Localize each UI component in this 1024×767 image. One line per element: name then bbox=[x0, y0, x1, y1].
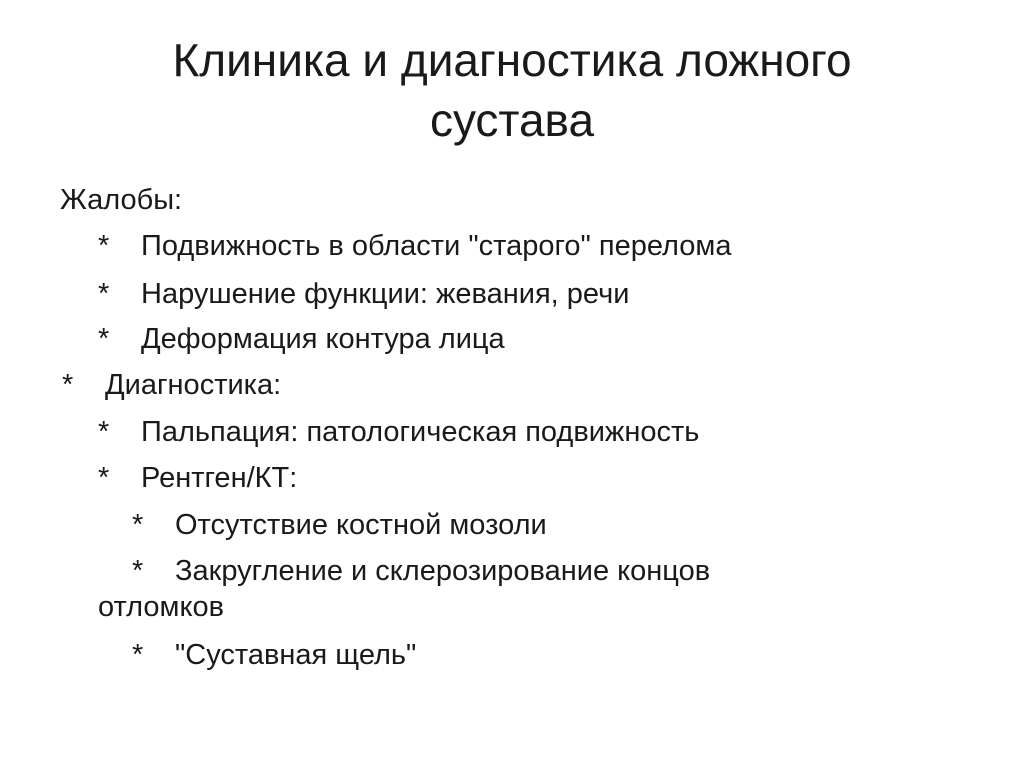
bullet-asterisk: * bbox=[132, 555, 144, 587]
bullet-asterisk: * bbox=[98, 462, 110, 494]
bullet-asterisk: * bbox=[98, 278, 110, 310]
bullet-asterisk: * bbox=[98, 323, 110, 355]
bullet-asterisk: * bbox=[62, 369, 74, 401]
complaint-text: Нарушение функции: жевания, речи bbox=[141, 278, 630, 310]
bullet-asterisk: * bbox=[98, 416, 110, 448]
xray-finding-text: "Суставная щель" bbox=[175, 639, 417, 671]
xray-finding-continuation: отломков bbox=[98, 591, 224, 623]
slide-title-line-1: Клиника и диагностика ложного bbox=[172, 34, 852, 86]
complaint-text: Деформация контура лица bbox=[141, 323, 505, 355]
complaint-text: Подвижность в области "старого" перелома bbox=[141, 230, 732, 262]
diagnostics-heading: Диагностика: bbox=[105, 369, 282, 401]
diagnostics-text: Пальпация: патологическая подвижность bbox=[141, 416, 700, 448]
slide-title bbox=[60, 30, 964, 150]
slide-title-line-2: сустава bbox=[429, 94, 595, 146]
bullet-asterisk: * bbox=[132, 639, 144, 671]
bullet-asterisk: * bbox=[98, 230, 110, 262]
xray-finding-text: Закругление и склерозирование концов bbox=[175, 555, 711, 587]
complaints-heading: Жалобы: bbox=[60, 184, 183, 216]
diagnostics-text: Рентген/КТ: bbox=[141, 462, 298, 494]
bullet-asterisk: * bbox=[132, 509, 144, 541]
xray-finding-text: Отсутствие костной мозоли bbox=[175, 509, 547, 541]
